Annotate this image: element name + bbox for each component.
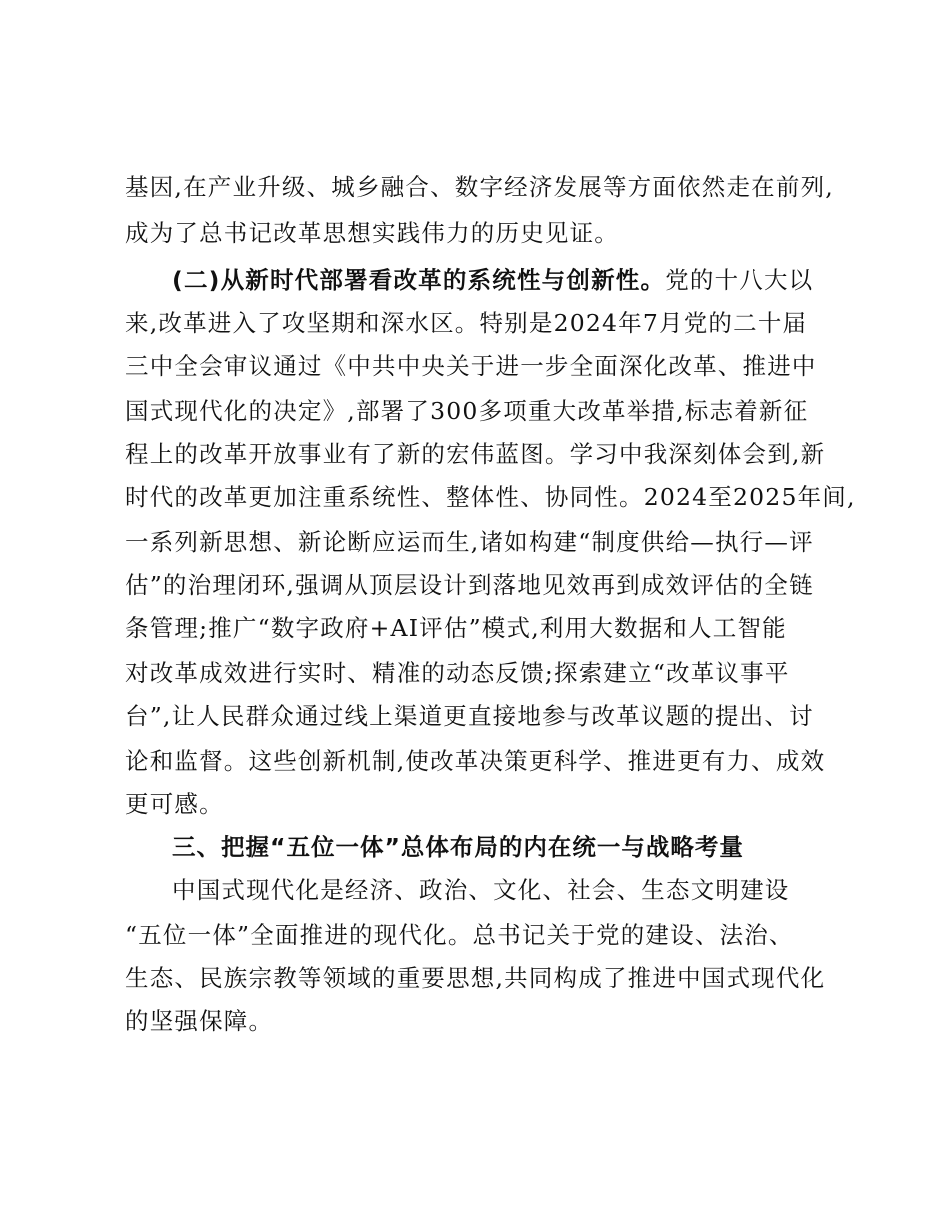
para3-line-2: “五位一体”全面推进的现代化。总书记关于党的建设、法治、 [125, 921, 794, 949]
para3-line-4: 的坚强保障。 [125, 1007, 274, 1035]
para2-line-1 [172, 264, 813, 296]
para1-line-2: 成为了总书记改革思想实践伟力的历史见证。 [125, 219, 619, 247]
section-heading: 三、把握“五位一体”总体布局的内在统一与战略考量 [172, 833, 744, 861]
para2-line-5: 程上的改革开放事业有了新的宏伟蓝图。学习中我深刻体会到,新 [125, 440, 826, 468]
para2-line-8: 估”的治理闭环,强调从顶层设计到落地见效再到成效评估的全链 [125, 571, 814, 599]
para2-line-9: 条管理;推广“数字政府+AI评估”模式,利用大数据和人工智能 [125, 614, 787, 642]
para1-line-1: 基因,在产业升级、城乡融合、数字经济发展等方面依然走在前列, [125, 173, 834, 201]
para2-line-3: 三中全会审议通过《中共中央关于进一步全面深化改革、推进中 [125, 352, 817, 380]
para2-line-13: 更可感。 [125, 790, 224, 818]
para2-line-7: 一系列新思想、新论断应运而生,诸如构建“制度供给—执行—评 [125, 528, 814, 556]
para3-line-3: 生态、民族宗教等领域的重要思想,共同构成了推进中国式现代化 [125, 964, 826, 992]
para2-line-12: 论和监督。这些创新机制,使改革决策更科学、推进更有力、成效 [125, 747, 826, 775]
para2-line-2: 来,改革进入了攻坚期和深水区。特别是2024年7月党的二十届 [125, 309, 808, 337]
para2-line-4: 国式现代化的决定》,部署了300多项重大改革举措,标志着新征 [125, 397, 809, 425]
para3-line-1: 中国式现代化是经济、政治、文化、社会、生态文明建设 [172, 876, 790, 904]
para2-line-11: 台”,让人民群众通过线上渠道更直接地参与改革议题的提出、讨 [125, 702, 814, 730]
para2-lead-rest: 党的十八大以 [665, 266, 814, 294]
para2-line-10: 对改革成效进行实时、精准的动态反馈;探索建立“改革议事平 [125, 659, 790, 687]
para2-line-6: 时代的改革更加注重系统性、整体性、协同性。2024至2025年间, [125, 483, 856, 511]
section-subheading: (二)从新时代部署看改革的系统性与创新性。 [172, 266, 666, 294]
